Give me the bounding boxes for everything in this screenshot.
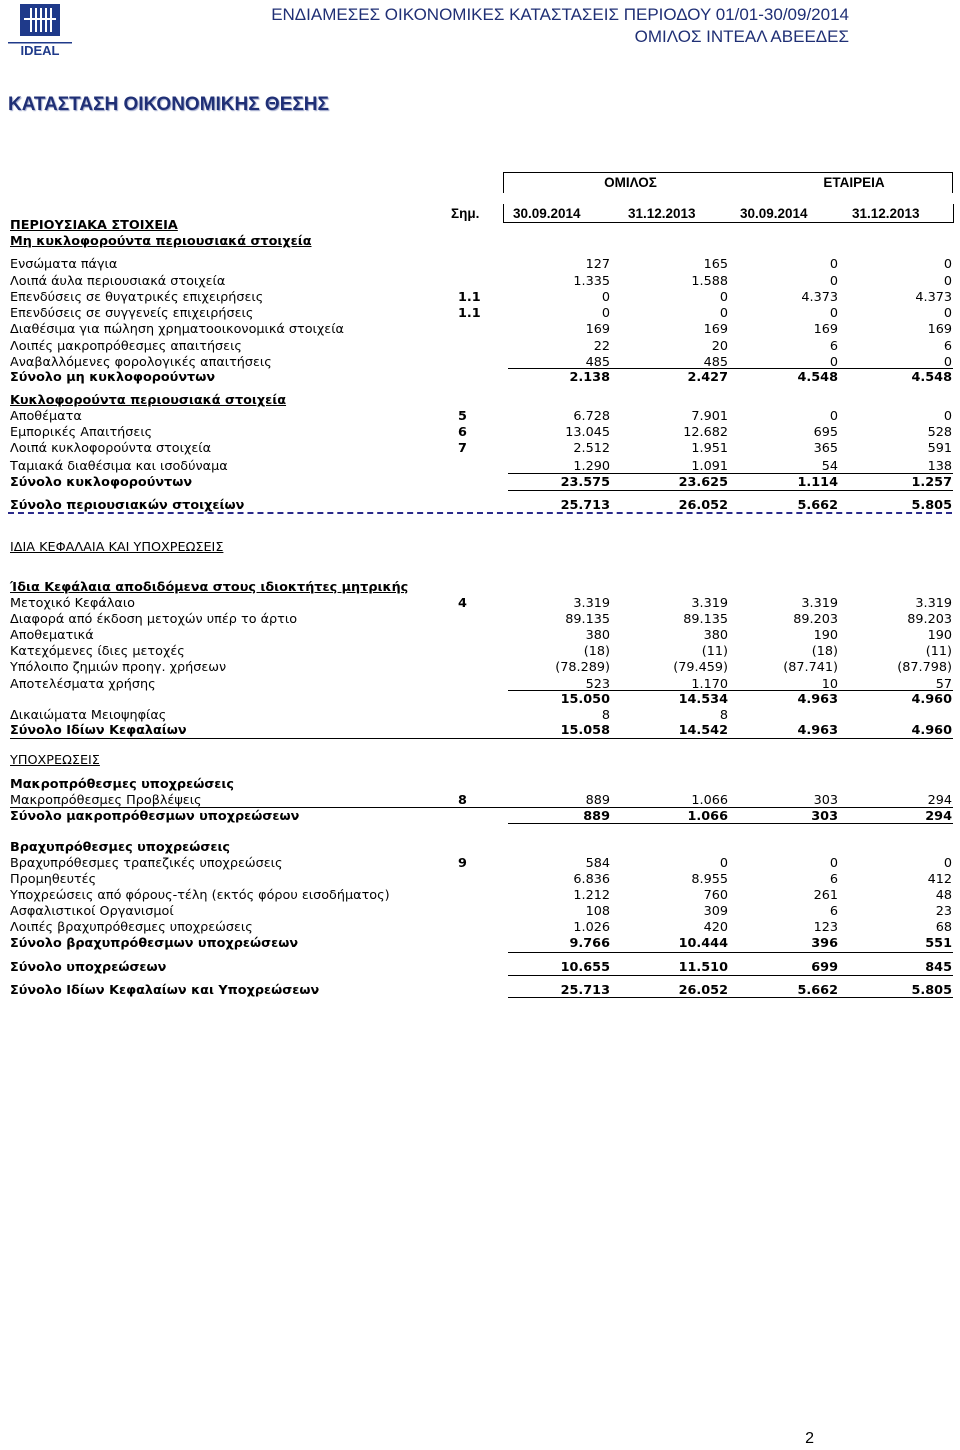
row-value-c4: 190 xyxy=(927,628,952,643)
row-value-c2: 1.170 xyxy=(691,677,728,692)
table-row xyxy=(0,580,960,596)
row-value-c1: 6.836 xyxy=(573,872,610,887)
row-value-c4: 412 xyxy=(927,872,952,887)
row-value-c3: 123 xyxy=(813,920,838,935)
row-value-c1: 2.512 xyxy=(573,441,610,456)
row-value-c1: 523 xyxy=(585,677,610,692)
row-value-c2: 380 xyxy=(703,628,728,643)
row-value-c1: 0 xyxy=(601,290,610,305)
row-value-c3: 89.203 xyxy=(793,612,838,627)
row-value-c1: 13.045 xyxy=(565,425,610,440)
row-label: Αποτελέσματα χρήσης xyxy=(10,677,156,692)
row-value-c2: 165 xyxy=(703,257,728,272)
row-label: Μακροπρόθεσμες Προβλέψεις xyxy=(10,793,202,808)
column-header-c3: 30.09.2014 xyxy=(740,206,808,221)
row-value-c4: 4.960 xyxy=(911,692,952,707)
row-label: ΠΕΡΙΟΥΣΙΑΚΑ ΣΤΟΙΧΕΙΑ xyxy=(10,218,178,233)
table-row xyxy=(0,339,960,355)
table-row xyxy=(0,708,960,724)
row-value-c3: 303 xyxy=(811,809,838,824)
row-value-c1: 2.138 xyxy=(569,370,610,385)
row-label: Σύνολο βραχυπρόθεσμων υποχρεώσεων xyxy=(10,936,299,951)
row-note: 6 xyxy=(458,425,467,440)
statement-title: ΚΑΤΑΣΤΑΣΗ ΟΙΚΟΝΟΜΙΚΗΣ ΘΕΣΗΣ xyxy=(8,94,329,115)
row-label: Ίδια Κεφάλαια αποδιδόμενα στους ιδιοκτήτες μητρικής xyxy=(10,580,409,595)
row-value-c2: 3.319 xyxy=(691,596,728,611)
row-value-c4: 294 xyxy=(927,793,952,808)
row-value-c1: 1.026 xyxy=(573,920,610,935)
row-value-c4: 4.373 xyxy=(915,290,952,305)
row-label: Δικαιώματα Μειοψηφίας xyxy=(10,708,167,723)
table-row xyxy=(0,856,960,872)
row-value-c1: (18) xyxy=(583,644,610,659)
table-row xyxy=(0,596,960,612)
row-value-c2: 485 xyxy=(703,355,728,370)
total-rule xyxy=(508,690,953,691)
total-rule xyxy=(508,473,953,474)
table-row xyxy=(0,370,960,386)
row-value-c4: 0 xyxy=(943,257,952,272)
row-value-c4: (87.798) xyxy=(897,660,952,675)
row-value-c3: 54 xyxy=(821,459,838,474)
row-value-c2: 89.135 xyxy=(683,612,728,627)
row-label: Αναβαλλόμενες φορολογικές απαιτήσεις xyxy=(10,355,272,370)
row-value-c2: 420 xyxy=(703,920,728,935)
row-value-c1: 1.212 xyxy=(573,888,610,903)
row-note: 1.1 xyxy=(458,306,481,321)
row-label: Διαθέσιμα για πώληση χρηματοοικονομικά στοιχεία xyxy=(10,322,344,337)
row-value-c3: 303 xyxy=(813,793,838,808)
row-label: Προμηθευτές xyxy=(10,872,97,887)
table-row xyxy=(0,218,960,234)
row-label: Κυκλοφορούντα περιουσιακά στοιχεία xyxy=(10,393,287,408)
row-label: Επενδύσεις σε θυγατρικές επιχειρήσεις xyxy=(10,290,264,305)
row-value-c1: 380 xyxy=(585,628,610,643)
total-rule xyxy=(508,975,953,976)
row-value-c3: 10 xyxy=(821,677,838,692)
row-value-c2: 760 xyxy=(703,888,728,903)
total-rule xyxy=(508,997,953,998)
row-value-c4: 0 xyxy=(943,355,952,370)
table-row xyxy=(0,234,960,250)
row-value-c4: 551 xyxy=(925,936,952,951)
total-rule xyxy=(508,490,953,491)
dashed-separator xyxy=(8,512,952,514)
table-row xyxy=(0,753,960,769)
row-label: Σύνολο Ιδίων Κεφαλαίων xyxy=(10,723,187,738)
page-number: 2 xyxy=(805,1430,814,1447)
row-value-c3: (18) xyxy=(811,644,838,659)
table-row xyxy=(0,425,960,441)
row-value-c4: 1.257 xyxy=(911,475,952,490)
total-rule xyxy=(508,368,953,369)
row-value-c2: (11) xyxy=(701,644,728,659)
row-value-c2: 0 xyxy=(719,856,728,871)
row-value-c2: 169 xyxy=(703,322,728,337)
row-value-c1: 1.335 xyxy=(573,274,610,289)
row-value-c2: 1.091 xyxy=(691,459,728,474)
table-row xyxy=(0,475,960,491)
row-value-c2: 8 xyxy=(719,708,728,723)
logo-text: IDEAL xyxy=(20,43,60,56)
row-value-c1: 25.713 xyxy=(560,498,610,513)
row-value-c4: 23 xyxy=(935,904,952,919)
row-value-c3: 5.662 xyxy=(797,498,838,513)
table-row xyxy=(0,306,960,322)
row-value-c3: 1.114 xyxy=(797,475,838,490)
row-value-c3: 699 xyxy=(811,960,838,975)
row-value-c1: 89.135 xyxy=(565,612,610,627)
row-value-c3: 0 xyxy=(829,306,838,321)
row-label: Κατεχόμενες ίδιες μετοχές xyxy=(10,644,185,659)
row-value-c3: 3.319 xyxy=(801,596,838,611)
row-value-c3: 0 xyxy=(829,355,838,370)
table-row xyxy=(0,840,960,856)
row-label: ΙΔΙΑ ΚΕΦΑΛΑΙΑ ΚΑΙ ΥΠΟΧΡΕΩΣΕΙΣ xyxy=(10,540,224,555)
table-row xyxy=(0,409,960,425)
row-value-c3: 0 xyxy=(829,274,838,289)
row-value-c3: 6 xyxy=(829,904,838,919)
row-label: Αποθέματα xyxy=(10,409,82,424)
table-row xyxy=(0,274,960,290)
row-value-c1: 889 xyxy=(583,809,610,824)
row-value-c3: 365 xyxy=(813,441,838,456)
row-value-c3: 695 xyxy=(813,425,838,440)
row-value-c3: 5.662 xyxy=(797,983,838,998)
row-value-c1: 8 xyxy=(601,708,610,723)
row-value-c1: 169 xyxy=(585,322,610,337)
column-header-c1: 30.09.2014 xyxy=(513,206,581,221)
row-value-c2: 2.427 xyxy=(687,370,728,385)
column-header-c2: 31.12.2013 xyxy=(628,206,696,221)
row-value-c4: 0 xyxy=(943,306,952,321)
row-value-c1: 15.058 xyxy=(560,723,610,738)
row-value-c1: 6.728 xyxy=(573,409,610,424)
row-value-c3: 396 xyxy=(811,936,838,951)
table-row xyxy=(0,888,960,904)
row-value-c1: 889 xyxy=(585,793,610,808)
table-row xyxy=(0,257,960,273)
row-value-c4: 0 xyxy=(943,274,952,289)
row-label: Λοιπές βραχυπρόθεσμες υποχρεώσεις xyxy=(10,920,253,935)
row-value-c1: 108 xyxy=(585,904,610,919)
row-value-c1: 127 xyxy=(585,257,610,272)
row-label: Βραχυπρόθεσμες υποχρεώσεις xyxy=(10,840,231,855)
table-row xyxy=(0,872,960,888)
row-value-c2: 26.052 xyxy=(678,498,728,513)
row-value-c4: 0 xyxy=(943,409,952,424)
ideal-logo xyxy=(6,4,74,56)
table-row xyxy=(0,290,960,306)
row-label: Ενσώματα πάγια xyxy=(10,257,118,272)
row-value-c4: 0 xyxy=(943,856,952,871)
row-value-c2: 309 xyxy=(703,904,728,919)
table-row xyxy=(0,540,960,556)
table-row xyxy=(0,322,960,338)
row-value-c4: 5.805 xyxy=(911,498,952,513)
row-label: Υποχρεώσεις από φόρους-τέλη (εκτός φόρου εισοδήματος) xyxy=(10,888,390,903)
table-row xyxy=(0,960,960,976)
row-value-c4: 4.548 xyxy=(911,370,952,385)
row-value-c2: 1.066 xyxy=(687,809,728,824)
row-label: Επενδύσεις σε συγγενείς επιχειρήσεις xyxy=(10,306,254,321)
table-row xyxy=(0,628,960,644)
row-value-c2: 1.066 xyxy=(691,793,728,808)
row-label: Σύνολο περιουσιακών στοιχείων xyxy=(10,498,245,513)
row-value-c2: 26.052 xyxy=(678,983,728,998)
row-note: 7 xyxy=(458,441,467,456)
row-value-c2: 14.542 xyxy=(678,723,728,738)
table-row xyxy=(0,936,960,952)
row-value-c3: 0 xyxy=(829,409,838,424)
row-value-c2: 8.955 xyxy=(691,872,728,887)
table-row xyxy=(0,920,960,936)
row-value-c1: 15.050 xyxy=(560,692,610,707)
row-label: Σύνολο υποχρεώσεων xyxy=(10,960,167,975)
row-label: Εμπορικές Απαιτήσεις xyxy=(10,425,153,440)
row-value-c3: 0 xyxy=(829,856,838,871)
row-value-c2: (79.459) xyxy=(673,660,728,675)
row-value-c2: 11.510 xyxy=(678,960,728,975)
row-value-c4: 48 xyxy=(935,888,952,903)
row-label: Λοιπά άυλα περιουσιακά στοιχεία xyxy=(10,274,226,289)
row-label: Μη κυκλοφορούντα περιουσιακά στοιχεία xyxy=(10,234,312,249)
row-label: Λοιπές μακροπρόθεσμες απαιτήσεις xyxy=(10,339,242,354)
row-value-c4: 294 xyxy=(925,809,952,824)
row-value-c3: 4.963 xyxy=(797,692,838,707)
total-rule xyxy=(508,823,953,824)
report-header-title: ΕΝΔΙΑΜΕΣΕΣ ΟΙΚΟΝΟΜΙΚΕΣ ΚΑΤΑΣΤΑΣΕΙΣ ΠΕΡΙΟΔΟΥ 01/01-30/09/2014 xyxy=(271,5,849,24)
row-value-c1: 3.319 xyxy=(573,596,610,611)
row-label: Λοιπά κυκλοφορούντα στοιχεία xyxy=(10,441,212,456)
row-value-c1: 1.290 xyxy=(573,459,610,474)
row-value-c2: 1.951 xyxy=(691,441,728,456)
row-value-c1: 0 xyxy=(601,306,610,321)
row-value-c4: 68 xyxy=(935,920,952,935)
row-value-c4: 169 xyxy=(927,322,952,337)
company-name: ΟΜΙΛΟΣ ΙΝΤΕΑΛ ΑΒΕΕΔΕΣ xyxy=(634,27,849,46)
table-row xyxy=(0,441,960,457)
row-value-c4: 5.805 xyxy=(911,983,952,998)
row-value-c1: 485 xyxy=(585,355,610,370)
table-row xyxy=(0,723,960,739)
row-value-c3: 4.373 xyxy=(801,290,838,305)
row-value-c2: 14.534 xyxy=(678,692,728,707)
table-row xyxy=(0,660,960,676)
row-value-c1: (78.289) xyxy=(555,660,610,675)
row-label: Μετοχικό Κεφάλαιο xyxy=(10,596,136,611)
column-header-c4: 31.12.2013 xyxy=(852,206,920,221)
row-label: Σύνολο κυκλοφορούντων xyxy=(10,475,193,490)
row-value-c3: (87.741) xyxy=(783,660,838,675)
row-value-c2: 10.444 xyxy=(678,936,728,951)
row-label: Σύνολο μακροπρόθεσμων υποχρεώσεων xyxy=(10,809,300,824)
row-value-c1: 22 xyxy=(593,339,610,354)
row-note: 1.1 xyxy=(458,290,481,305)
row-value-c3: 0 xyxy=(829,257,838,272)
row-label: Ασφαλιστικοί Οργανισμοί xyxy=(10,904,174,919)
row-value-c4: 4.960 xyxy=(911,723,952,738)
row-label: ΥΠΟΧΡΕΩΣΕΙΣ xyxy=(10,753,100,768)
row-note: 8 xyxy=(458,793,467,808)
row-value-c1: 25.713 xyxy=(560,983,610,998)
row-value-c2: 0 xyxy=(719,306,728,321)
row-value-c2: 20 xyxy=(711,339,728,354)
total-rule xyxy=(10,807,953,808)
row-label: Υπόλοιπο ζημιών προηγ. χρήσεων xyxy=(10,660,227,675)
row-value-c3: 169 xyxy=(813,322,838,337)
row-value-c3: 4.963 xyxy=(797,723,838,738)
row-label: Αποθεματικά xyxy=(10,628,94,643)
row-value-c3: 6 xyxy=(829,872,838,887)
row-value-c4: 3.319 xyxy=(915,596,952,611)
row-value-c3: 261 xyxy=(813,888,838,903)
table-row xyxy=(0,692,960,708)
row-label: Σύνολο Ιδίων Κεφαλαίων και Υποχρεώσεων xyxy=(10,983,320,998)
table-row xyxy=(0,612,960,628)
column-group-group: ΟΜΙΛΟΣ xyxy=(503,172,757,193)
row-label: Ταμιακά διαθέσιμα και ισοδύναμα xyxy=(10,459,228,474)
row-value-c2: 1.588 xyxy=(691,274,728,289)
table-row xyxy=(0,904,960,920)
row-value-c3: 4.548 xyxy=(797,370,838,385)
row-label: Διαφορά από έκδοση μετοχών υπέρ το άρτιο xyxy=(10,612,298,627)
row-label: Βραχυπρόθεσμες τραπεζικές υποχρεώσεις xyxy=(10,856,283,871)
row-note: 9 xyxy=(458,856,467,871)
column-header-note: Σημ. xyxy=(451,206,480,221)
row-value-c2: 23.625 xyxy=(678,475,728,490)
row-value-c4: 89.203 xyxy=(907,612,952,627)
column-group-company: ΕΤΑΙΡΕΙΑ xyxy=(756,172,953,193)
row-value-c4: 57 xyxy=(935,677,952,692)
row-value-c4: 138 xyxy=(927,459,952,474)
row-label: Σύνολο μη κυκλοφορούντων xyxy=(10,370,216,385)
row-value-c1: 23.575 xyxy=(560,475,610,490)
total-rule xyxy=(10,738,953,739)
row-value-c3: 6 xyxy=(829,339,838,354)
row-value-c4: 6 xyxy=(943,339,952,354)
table-row xyxy=(0,393,960,409)
row-value-c1: 584 xyxy=(585,856,610,871)
row-value-c4: 528 xyxy=(927,425,952,440)
row-value-c1: 9.766 xyxy=(569,936,610,951)
row-value-c2: 7.901 xyxy=(691,409,728,424)
row-value-c3: 190 xyxy=(813,628,838,643)
row-value-c1: 10.655 xyxy=(560,960,610,975)
row-note: 5 xyxy=(458,409,467,424)
row-value-c2: 12.682 xyxy=(683,425,728,440)
row-note: 4 xyxy=(458,596,467,611)
total-rule xyxy=(508,952,953,953)
row-label: Μακροπρόθεσμες υποχρεώσεις xyxy=(10,777,234,792)
row-value-c2: 0 xyxy=(719,290,728,305)
row-value-c4: 591 xyxy=(927,441,952,456)
table-row xyxy=(0,644,960,660)
table-row xyxy=(0,777,960,793)
row-value-c4: 845 xyxy=(925,960,952,975)
row-value-c4: (11) xyxy=(925,644,952,659)
